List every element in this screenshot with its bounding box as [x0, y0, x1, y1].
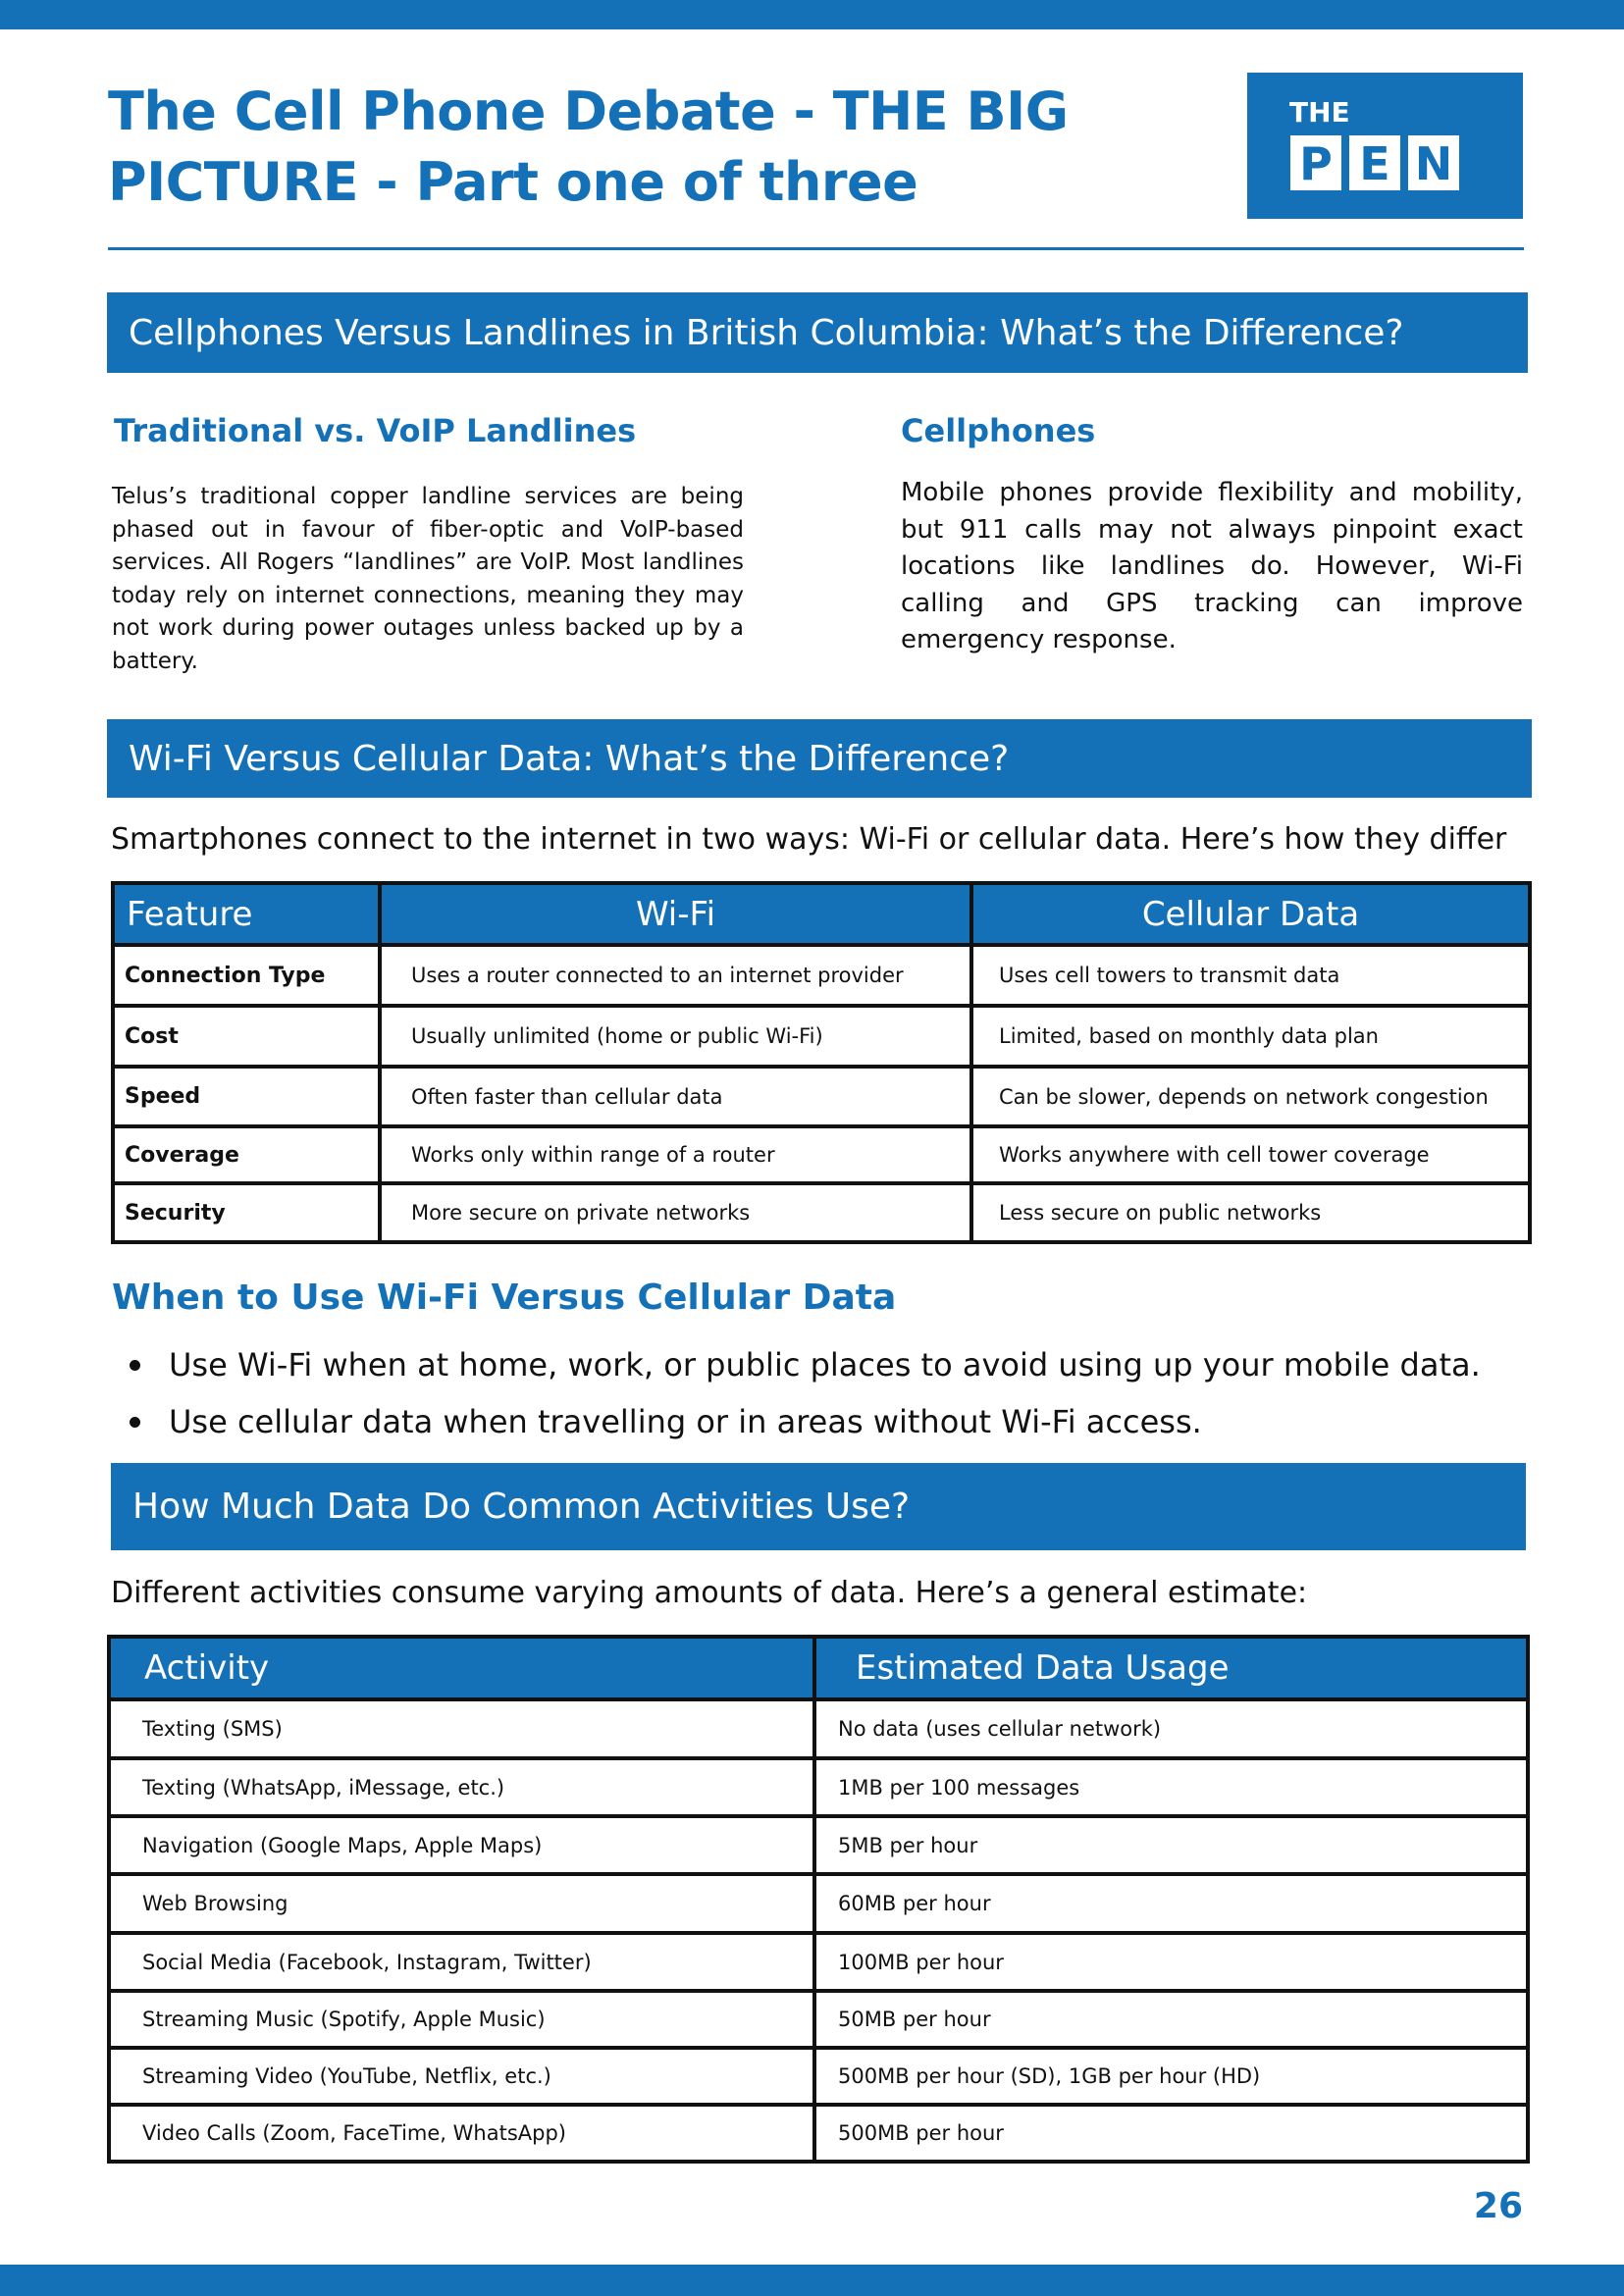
table-cell-usage: 500MB per hour: [814, 2105, 1528, 2162]
table-row: [113, 1067, 1530, 1126]
heading-traditional-voip: Traditional vs. VoIP Landlines: [114, 412, 637, 449]
table-cell-activity: Texting (SMS): [109, 1699, 814, 1758]
page-title-line-1: The Cell Phone Debate - THE BIG: [108, 80, 1069, 142]
table-row: [109, 1758, 1528, 1816]
column-header-cellular: Cellular Data: [971, 883, 1530, 945]
table-cell-cellular: Limited, based on monthly data plan: [971, 1006, 1530, 1067]
bullet-icon: [130, 1417, 140, 1428]
page-title-line-2: PICTURE - Part one of three: [108, 151, 918, 213]
table-cell-usage: 5MB per hour: [814, 1816, 1528, 1874]
table-cell-cellular: Can be slower, depends on network congestion: [971, 1067, 1530, 1126]
table-header-row: [109, 1637, 1528, 1699]
table-cell-activity: Web Browsing: [109, 1874, 814, 1933]
table-row: [109, 2105, 1528, 2162]
table-cell-wifi: Often faster than cellular data: [380, 1067, 971, 1126]
list-item: [130, 1336, 1481, 1393]
list-item: [130, 1393, 1481, 1450]
table-cell-activity: Streaming Video (YouTube, Netflix, etc.): [109, 2048, 814, 2105]
section-banner-data-usage: How Much Data Do Common Activities Use?: [111, 1463, 1526, 1550]
title-divider: [108, 247, 1524, 250]
bottom-accent-bar: [0, 2265, 1624, 2296]
column-header-feature: Feature: [113, 883, 380, 945]
logo-pen-letters: [1290, 135, 1459, 190]
table-cell-feature: Coverage: [113, 1126, 380, 1183]
logo-letter-n: N: [1408, 135, 1459, 190]
column-header-wifi: Wi-Fi: [380, 883, 971, 945]
table-cell-wifi: More secure on private networks: [380, 1183, 971, 1242]
table-cell-wifi: Uses a router connected to an internet provider: [380, 945, 971, 1006]
table-row: [109, 1699, 1528, 1758]
table-row: [109, 1991, 1528, 2048]
table-cell-activity: Social Media (Facebook, Instagram, Twitter): [109, 1933, 814, 1991]
table-row: [113, 945, 1530, 1006]
table-cell-wifi: Works only within range of a router: [380, 1126, 971, 1183]
table-cell-activity: Video Calls (Zoom, FaceTime, WhatsApp): [109, 2105, 814, 2162]
page-number: 26: [1473, 2186, 1523, 2226]
table-cell-feature: Connection Type: [113, 945, 380, 1006]
table-cell-usage: 500MB per hour (SD), 1GB per hour (HD): [814, 2048, 1528, 2105]
table-cell-usage: 60MB per hour: [814, 1874, 1528, 1933]
table-cell-cellular: Works anywhere with cell tower coverage: [971, 1126, 1530, 1183]
column-header-estimated-usage: Estimated Data Usage: [814, 1637, 1528, 1699]
heading-when-to-use: When to Use Wi-Fi Versus Cellular Data: [112, 1278, 897, 1318]
table-header-row: [113, 883, 1530, 945]
table-cell-activity: Texting (WhatsApp, iMessage, etc.): [109, 1758, 814, 1816]
wifi-intro-text: Smartphones connect to the internet in two ways: Wi-Fi or cellular data. Here’s how they differ: [111, 822, 1507, 857]
table-row: [109, 2048, 1528, 2105]
table-row: [109, 1816, 1528, 1874]
table-row: [113, 1183, 1530, 1242]
table-cell-feature: Security: [113, 1183, 380, 1242]
table-cell-feature: Cost: [113, 1006, 380, 1067]
the-pen-logo: [1247, 73, 1523, 219]
table-cell-wifi: Usually unlimited (home or public Wi-Fi): [380, 1006, 971, 1067]
logo-the-text: THE: [1289, 96, 1350, 129]
logo-letter-p: P: [1290, 135, 1341, 190]
table-cell-usage: No data (uses cellular network): [814, 1699, 1528, 1758]
heading-cellphones: Cellphones: [901, 412, 1096, 449]
table-cell-usage: 1MB per 100 messages: [814, 1758, 1528, 1816]
table-cell-activity: Navigation (Google Maps, Apple Maps): [109, 1816, 814, 1874]
table-row: [109, 1933, 1528, 1991]
bullet-icon: [130, 1360, 140, 1371]
data-usage-table: [107, 1635, 1530, 2164]
table-cell-activity: Streaming Music (Spotify, Apple Music): [109, 1991, 814, 2048]
wifi-vs-cellular-table: [111, 881, 1532, 1244]
table-row: [113, 1126, 1530, 1183]
table-cell-cellular: Less secure on public networks: [971, 1183, 1530, 1242]
logo-letter-e: E: [1349, 135, 1400, 190]
table-cell-usage: 100MB per hour: [814, 1933, 1528, 1991]
list-item-text: Use cellular data when travelling or in areas without Wi-Fi access.: [169, 1403, 1202, 1440]
table-cell-usage: 50MB per hour: [814, 1991, 1528, 2048]
list-item-text: Use Wi-Fi when at home, work, or public places to avoid using up your mobile data.: [169, 1346, 1481, 1383]
paragraph-landlines: Telus’s traditional copper landline services are being phased out in favour of fiber-optic and VoIP-based services. All Rogers “landlines” are VoIP. Most landlines today rely on internet connections, meaning they may not work during power outages unless backed up by a battery.: [112, 484, 744, 674]
usage-tips-list: [130, 1336, 1481, 1450]
table-cell-feature: Speed: [113, 1067, 380, 1126]
column-header-activity: Activity: [109, 1637, 814, 1699]
paragraph-cellphones: Mobile phones provide flexibility and mobility, but 911 calls may not always pinpoint exact locations like landlines do. However, Wi-Fi calling and GPS tracking can improve emergency response.: [901, 478, 1523, 654]
table-cell-cellular: Uses cell towers to transmit data: [971, 945, 1530, 1006]
table-row: [113, 1006, 1530, 1067]
table-row: [109, 1874, 1528, 1933]
section-banner-wifi-vs-cellular: Wi-Fi Versus Cellular Data: What’s the Difference?: [107, 719, 1532, 798]
page-title: [108, 77, 1109, 218]
section-banner-cellphones-vs-landlines: Cellphones Versus Landlines in British Columbia: What’s the Difference?: [107, 292, 1528, 373]
top-accent-bar: [0, 0, 1624, 29]
data-usage-intro-text: Different activities consume varying amounts of data. Here’s a general estimate:: [111, 1576, 1308, 1610]
